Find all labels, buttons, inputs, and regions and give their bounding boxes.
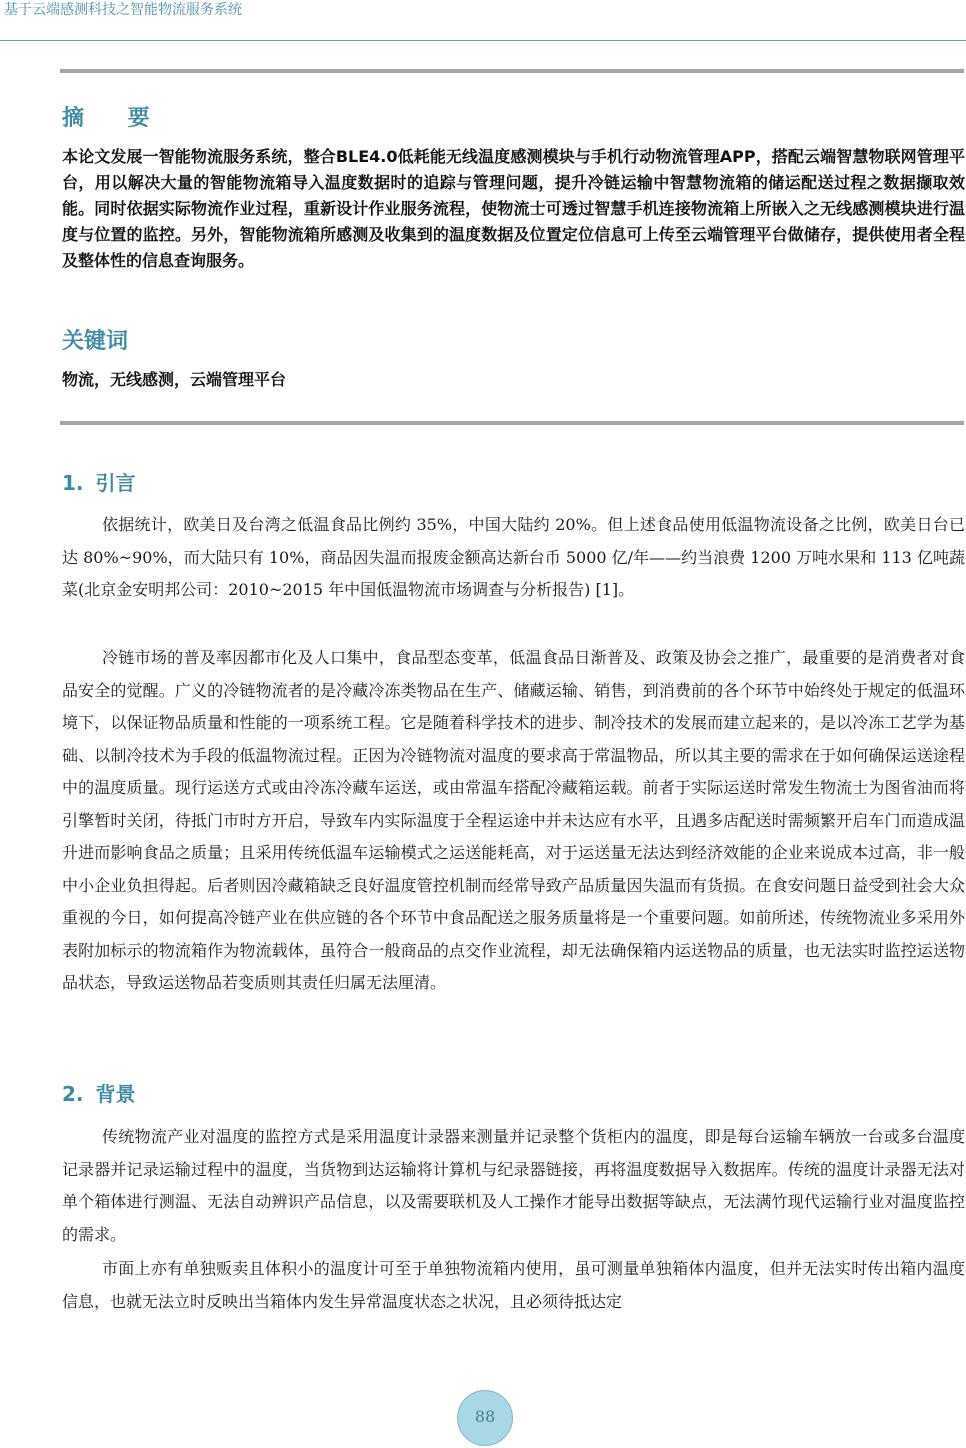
- abstract-heading: 摘 要: [62, 106, 168, 131]
- body-paragraph: 依据统计，欧美日及台湾之低温食品比例约 35%，中国大陆约 20%。但上述食品使用低温物流设备之比例，欧美日台已达 80%~90%，而大陆只有 10%，商品因失温而报废金额高达新台币 5000 亿/年——约当浪费 1200 万吨水果和 113 亿吨蔬菜(北京金安明邦公司：2010~2015 年中国低温物流市场调查与分析报告) [1]。: [62, 515, 965, 599]
- section-number: 1.: [62, 471, 84, 495]
- running-header: [0, 0, 966, 41]
- body-paragraph: 冷链市场的普及率因都市化及人口集中，食品型态变革，低温食品日渐普及、政策及协会之推广，最重要的是消费者对食品安全的觉醒。广义的冷链物流者的是冷藏冷冻类物品在生产、储藏运输、销售，到消费前的各个环节中始终处于规定的低温环境下，以保证物品质量和性能的一项系统工程。它是随着科学技术的进步、制冷技术的发展而建立起来的，是以冷冻工艺学为基础、以制冷技术为手段的低温物流过程。正因为冷链物流对温度的要求高于常温物品，所以其主要的需求在于如何确保运送途程中的温度质量。现行运送方式或由冷冻冷藏车运送，或由常温车搭配冷藏箱运载。前者于实际运送时常发生物流士为图省油而将引擎暂时关闭，待抵门市时方开启，导致车内实际温度于全程运途中并未达应有水平，且遇多店配送时需频繁开启车门而造成温升进而影响食品之质量；且采用传统低温车运输模式之运送能耗高，对于运送量无法达到经济效能的企业来说成本过高，非一般中小企业负担得起。后者则因冷藏箱缺乏良好温度管控机制而经常导致产品质量因失温而有货损。在食安问题日益受到社会大众重视的今日，如何提高冷链产业在供应链的各个环节中食品配送之服务质量将是一个重要问题。如前所述，传统物流业多采用外表附加标示的物流箱作为物流载体，虽符合一般商品的点交作业流程，却无法确保箱内运送物品的质量，也无法实时监控运送物品状态，导致运送物品若变质则其责任归属无法厘清。: [62, 648, 965, 992]
- page-number: 88: [474, 1407, 496, 1426]
- section-heading-introduction: [62, 467, 136, 496]
- section-heading-background: [62, 1078, 136, 1107]
- body-paragraph: 市面上亦有单独贩卖且体积小的温度计可至于单独物流箱内使用，虽可测量单独箱体内温度，但并无法实时传出箱内温度信息，也就无法立时反映出当箱体内发生异常温度状态之状况，且必须待抵达定: [62, 1259, 965, 1311]
- section-number: 2.: [62, 1082, 84, 1106]
- section-title: 背景: [95, 1082, 136, 1106]
- page-number-badge: [457, 1390, 513, 1446]
- body-paragraph: 传统物流产业对温度的监控方式是采用温度计录器来测量并记录整个货柜内的温度，即是每台运输车辆放一台或多台温度记录器并记录运输过程中的温度，当货物到达运输将计算机与纪录器链接，再将温度数据导入数据库。传统的温度计录器无法对单个箱体进行测温、无法自动辨识产品信息，以及需要联机及人工操作才能导出数据等缺点，无法满竹现代运输行业对温度监控的需求。: [62, 1127, 965, 1244]
- keywords-body: 物流，无线感测，云端管理平台: [62, 370, 287, 389]
- abstract-body: 本论文发展一智能物流服务系统，整合BLE4.0低耗能无线温度感测模块与手机行动物流管理APP，搭配云端智慧物联网管理平台，用以解决大量的智能物流箱导入温度数据时的追踪与管理问题，提升冷链运输中智慧物流箱的储运配送过程之数据撷取效能。同时依据实际物流作业过程，重新设计作业服务流程，使物流士可透过智慧手机连接物流箱上所嵌入之无线感测模块进行温度与位置的监控。另外，智能物流箱所感测及收集到的温度数据及位置定位信息可上传至云端管理平台做储存，提供使用者全程及整体性的信息查询服务。: [62, 147, 965, 270]
- abstract-top-rule: [60, 69, 964, 73]
- running-title: 基于云端感测科技之智能物流服务系统: [4, 2, 242, 18]
- section-title: 引言: [95, 471, 136, 495]
- keywords-heading: 关键词: [62, 329, 129, 354]
- abstract-bottom-rule: [60, 421, 964, 425]
